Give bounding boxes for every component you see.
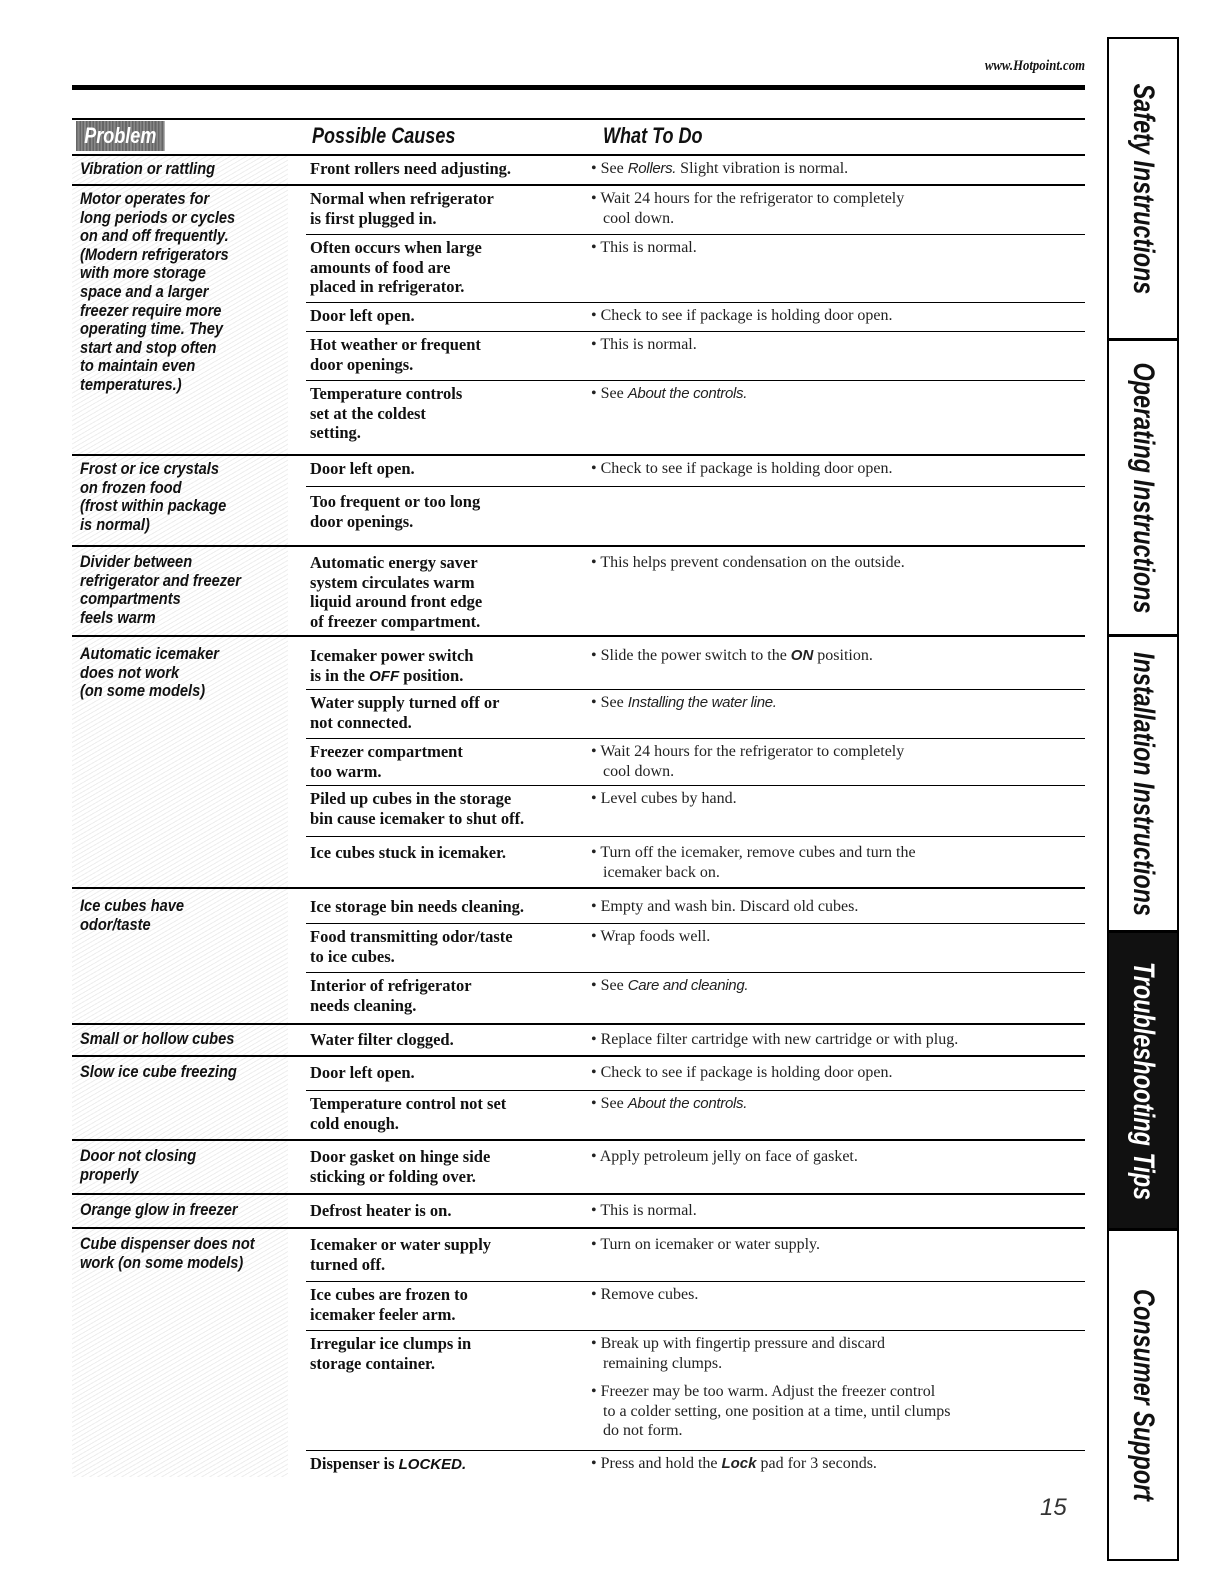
cause: Interior of refrigerator needs cleaning. (310, 976, 472, 1015)
cause: Door left open. (310, 459, 415, 478)
cause: Door left open. (310, 1063, 415, 1082)
what-to-do: • This helps prevent condensation on the outside. (591, 553, 1061, 582)
tab-operating-instructions[interactable]: Operating Instructions (1109, 341, 1177, 637)
problem-label: Cube dispenser does not work (on some models) (80, 1234, 255, 1272)
problem-label: Orange glow in freezer (80, 1200, 238, 1219)
cause: Automatic energy saver system circulates warm liquid around front edge of freezer compartment. (310, 553, 483, 631)
page-number: 15 (1040, 1494, 1067, 1521)
cause: Piled up cubes in the storage bin cause icemaker to shut off. (310, 789, 525, 828)
cause: Freezer compartment too warm. (310, 742, 463, 781)
what-to-do: • Slide the power switch to the ON position. (591, 646, 1061, 675)
problem-group-door-closing (72, 1141, 1085, 1195)
cause-row (306, 486, 1085, 544)
cause: Water supply turned off or not connected. (310, 693, 500, 732)
what-to-do: • See Rollers. Slight vibration is normal. (591, 159, 1061, 188)
what-to-do: • Replace filter cartridge with new cartridge or with plug. (591, 1030, 1061, 1059)
cause-row (306, 972, 1085, 1023)
what-to-do: • Apply petroleum jelly on face of gasket. (591, 1147, 1061, 1176)
cause: Temperature control not set cold enough. (310, 1094, 507, 1133)
cause: Hot weather or frequent door openings. (310, 335, 481, 374)
what-to-do: • See About the controls. (591, 384, 1061, 413)
what-to-do: • See Installing the water line. (591, 693, 1061, 722)
header-possible-causes: Possible Causes (312, 123, 456, 148)
what-to-do: • See Care and cleaning. (591, 976, 1061, 1005)
what-to-do: • Remove cubes. (591, 1285, 1061, 1314)
cause-row (306, 689, 1085, 739)
problem-label: Small or hollow cubes (80, 1029, 235, 1048)
cause-row (306, 1450, 1085, 1478)
ref-link: About the controls. (627, 1095, 748, 1112)
problem-label: Slow ice cube freezing (80, 1062, 237, 1081)
cause-row (306, 1281, 1085, 1330)
website-url: www.Hotpoint.com (984, 58, 1085, 74)
cause: Temperature controls set at the coldest setting. (310, 384, 463, 442)
header-what-to-do: What To Do (603, 123, 703, 148)
cause: Ice cubes are frozen to icemaker feeler arm. (310, 1285, 468, 1324)
what-to-do: • Wait 24 hours for the refrigerator to completely cool down. (591, 189, 1061, 237)
cause-row (306, 1195, 1085, 1225)
what-to-do: • This is normal. (591, 1201, 1061, 1230)
cause-row (306, 1141, 1085, 1191)
problem-group-vibration (72, 156, 1085, 186)
cause-row (306, 302, 1085, 331)
ref-link: Installing the water line. (627, 694, 777, 711)
cause: Normal when refrigerator is first plugged in. (310, 189, 494, 228)
cause: Food transmitting odor/taste to ice cubes. (310, 927, 513, 966)
cause-row (306, 1090, 1085, 1139)
cause-row (306, 1330, 1085, 1451)
cause-row (306, 156, 1085, 184)
problem-label: Door not closing properly (80, 1146, 197, 1184)
what-to-do: • Wrap foods well. (591, 927, 1061, 956)
cause-row (306, 547, 1085, 633)
cause-row (306, 1025, 1085, 1053)
ref-link: Care and cleaning. (627, 977, 749, 994)
cause: Ice cubes stuck in icemaker. (310, 843, 507, 862)
problem-group-divider (72, 547, 1085, 637)
problem-group-hollow-cubes (72, 1025, 1085, 1057)
header-top-rule (72, 118, 1085, 120)
cause: Ice storage bin needs cleaning. (310, 897, 525, 916)
problem-group-motor (72, 186, 1085, 456)
what-to-do: • Break up with fingertip pressure and discard remaining clumps. • Freezer may be too warm. Adjust the freezer control to a colder setting, one position at a time, until clumps do not form. (591, 1334, 1061, 1450)
problem-label: Frost or ice crystals on frozen food (frost within package is normal) (80, 459, 227, 534)
what-to-do: • Wait 24 hours for the refrigerator to completely cool down. (591, 742, 1061, 790)
cause: Defrost heater is on. (310, 1201, 452, 1220)
tab-troubleshooting-tips[interactable]: Troubleshooting Tips (1109, 933, 1177, 1231)
what-to-do: • Empty and wash bin. Discard old cubes. (591, 897, 1061, 926)
cause: Front rollers need adjusting. (310, 159, 512, 178)
problem-label: Divider between refrigerator and freezer compartments feels warm (80, 552, 241, 627)
header-problem: Problem (76, 121, 289, 153)
tab-consumer-support[interactable]: Consumer Support (1127, 1289, 1160, 1501)
problem-group-cube-dispenser (72, 1229, 1085, 1477)
problem-group-slow-freezing (72, 1057, 1085, 1141)
ref-link: About the controls. (627, 385, 748, 402)
cause: Irregular ice clumps in storage container. (310, 1334, 472, 1373)
cause-row (306, 889, 1085, 919)
cause: Door left open. (310, 306, 415, 325)
cause-row (306, 1057, 1085, 1089)
cause: Dispenser is LOCKED. (310, 1454, 467, 1473)
cause: Icemaker or water supply turned off. (310, 1235, 492, 1274)
cause-row (306, 836, 1085, 886)
cause-row (306, 637, 1085, 685)
cause: Icemaker power switch is in the OFF position. (310, 646, 474, 685)
what-to-do: • Check to see if package is holding door open. (591, 459, 1061, 488)
problem-group-orange-glow (72, 1195, 1085, 1229)
problem-label: Vibration or rattling (80, 159, 216, 178)
problem-group-frost (72, 456, 1085, 547)
cause: Often occurs when large amounts of food are placed in refrigerator. (310, 238, 482, 296)
what-to-do: • This is normal. (591, 238, 1061, 267)
cause-row (306, 738, 1085, 786)
cause-row (306, 234, 1085, 302)
cause-row (306, 923, 1085, 972)
cause-row (306, 331, 1085, 380)
what-to-do: • Press and hold the Lock pad for 3 seconds. (591, 1454, 1061, 1483)
cause-row (306, 380, 1085, 453)
what-to-do: • This is normal. (591, 335, 1061, 364)
what-to-do: • Turn off the icemaker, remove cubes and turn the icemaker back on. (591, 843, 1061, 891)
cause-row (306, 785, 1085, 836)
cause-row (306, 456, 1085, 486)
problem-label: Automatic icemaker does not work (on some models) (80, 644, 219, 701)
problem-group-odor (72, 889, 1085, 1025)
cause: Door gasket on hinge side sticking or folding over. (310, 1147, 491, 1186)
top-rule (72, 85, 1085, 90)
what-to-do: • Turn on icemaker or water supply. (591, 1235, 1061, 1264)
tab-installation-instructions[interactable]: Installation Instructions (1109, 637, 1177, 933)
cause-row (306, 1229, 1085, 1277)
what-to-do: • Check to see if package is holding door open. (591, 1063, 1061, 1092)
problem-label: Motor operates for long periods or cycles on and off frequently. (Modern refrigerators with more storage space and a larger freezer require more operating time. They start and stop often to maintain even temperatures.) (80, 189, 236, 394)
tab-safety-instructions[interactable]: Safety Instructions (1109, 39, 1177, 341)
cause: Too frequent or too long door openings. (310, 492, 481, 531)
section-tabs (1107, 37, 1179, 1561)
problem-label: Ice cubes have odor/taste (80, 896, 185, 934)
what-to-do: • Check to see if package is holding door open. (591, 306, 1061, 335)
cause: Water filter clogged. (310, 1030, 454, 1049)
cause-row (306, 186, 1085, 234)
what-to-do: • See About the controls. (591, 1094, 1061, 1123)
ref-link: Rollers. (627, 160, 677, 177)
what-to-do: • Level cubes by hand. (591, 789, 1061, 818)
problem-group-icemaker (72, 637, 1085, 889)
